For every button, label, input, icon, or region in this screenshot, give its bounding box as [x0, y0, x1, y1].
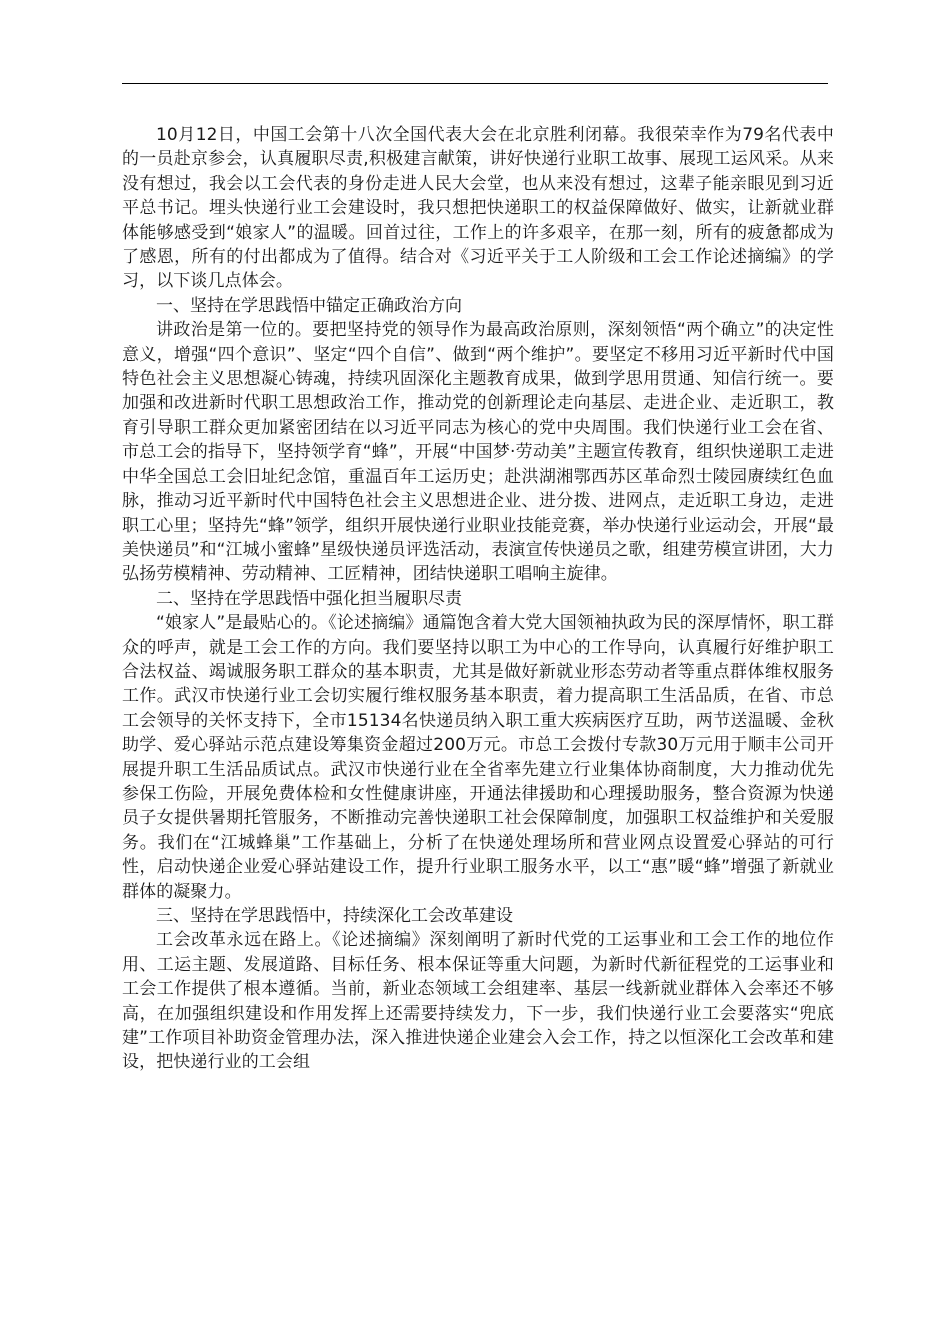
intro-paragraph: 10月12日，中国工会第十八次全国代表大会在北京胜利闭幕。我很荣幸作为79名代表中的一员赴京参会，认真履职尽责,积极建言献策，讲好快递行业职工故事、展现工运风采。从来没有想过，我会以工会代表的身份走进人民大会堂，也从来没有想过，这辈子能亲眼见到习近平总书记。埋头快递行业工会建设时，我只想把快递职工的权益保障做好、做实，让新就业群体能够感受到“娘家人”的温暖。回首过往，工作上的许多艰辛，在那一刻，所有的疲惫都成为了感恩，所有的付出都成为了值得。结合对《习近平关于工人阶级和工会工作论述摘编》的学习，以下谈几点体会。	[122, 125, 834, 292]
section-2-paragraph: “娘家人”是最贴心的。《论述摘编》通篇饱含着大党大国领袖执政为民的深厚情怀，职工群众的呼声，就是工会工作的方向。我们要坚持以职工为中心的工作导向，认真履行好维护职工合法权益、竭诚服务职工群众的基本职责，尤其是做好新就业形态劳动者等重点群体维权服务工作。武汉市快递行业工会切实履行维权服务基本职责，着力提高职工生活品质，在省、市总工会领导的关怀支持下，全市15134名快递员纳入职工重大疾病医疗互助，两节送温暖、金秋助学、爱心驿站示范点建设筹集资金超过200万元。市总工会拨付专款30万元用于顺丰公司开展提升职工生活品质试点。武汉市快递行业在全省率先建立行业集体协商制度，大力推动优先参保工伤险，开展免费体检和女性健康讲座，开通法律援助和心理援助服务，整合资源为快递员子女提供暑期托管服务，不断推动完善快递职工社会保障制度，加强职工权益维护和关爱服务。我们在“江城蜂巢”工作基础上，分析了在快递处理场所和营业网点设置爱心驿站的可行性，启动快递企业爱心驿站建设工作，提升行业职工服务水平，以工“惠”暖“蜂”增强了新就业群体的凝聚力。	[122, 613, 834, 902]
section-1-paragraph: 讲政治是第一位的。要把坚持党的领导作为最高政治原则，深刻领悟“两个确立”的决定性意义，增强“四个意识”、坚定“四个自信”、做到“两个维护”。要坚定不移用习近平新时代中国特色社会主义思想凝心铸魂，持续巩固深化主题教育成果，做到学思用贯通、知信行统一。要加强和改进新时代职工思想政治工作，推动党的创新理论走向基层、走进企业、走近职工，教育引导职工群众更加紧密团结在以习近平同志为核心的党中央周围。我们快递行业工会在省、市总工会的指导下，坚持领学育“蜂”，开展“中国梦·劳动美”主题宣传教育，组织快递职工走进中华全国总工会旧址纪念馆，重温百年工运历史；赴洪湖湘鄂西苏区革命烈士陵园赓续红色血脉，推动习近平新时代中国特色社会主义思想进企业、进分拨、进网点，走近职工身边，走进职工心里；坚持先“蜂”领学，组织开展快递行业职业技能竞赛，举办快递行业运动会，开展“最美快递员”和“江城小蜜蜂”星级快递员评选活动，表演宣传快递员之歌，组建劳模宣讲团，大力弘扬劳模精神、劳动精神、工匠精神，团结快递职工唱响主旋律。	[122, 320, 834, 585]
header-rule	[122, 83, 828, 84]
section-3-paragraph: 工会改革永远在路上。《论述摘编》深刻阐明了新时代党的工运事业和工会工作的地位作用、工运主题、发展道路、目标任务、根本保证等重大问题，为新时代新征程党的工运事业和工会工作提供了根本遵循。当前，新业态领域工会组建率、基层一线新就业群体入会率还不够高，在加强组织建设和作用发挥上还需要持续发力，下一步，我们快递行业工会要落实“兜底建”工作项目补助资金管理办法，深入推进快递企业建会入会工作，持之以恒深化工会改革和建设，把快递行业的工会组	[122, 930, 834, 1073]
section-heading-1: 一、坚持在学思践悟中锚定正确政治方向	[156, 295, 462, 316]
section-heading-2: 二、坚持在学思践悟中强化担当履职尽责	[156, 588, 462, 609]
section-heading-3: 三、坚持在学思践悟中，持续深化工会改革建设	[156, 906, 513, 926]
document-body	[122, 123, 834, 1075]
